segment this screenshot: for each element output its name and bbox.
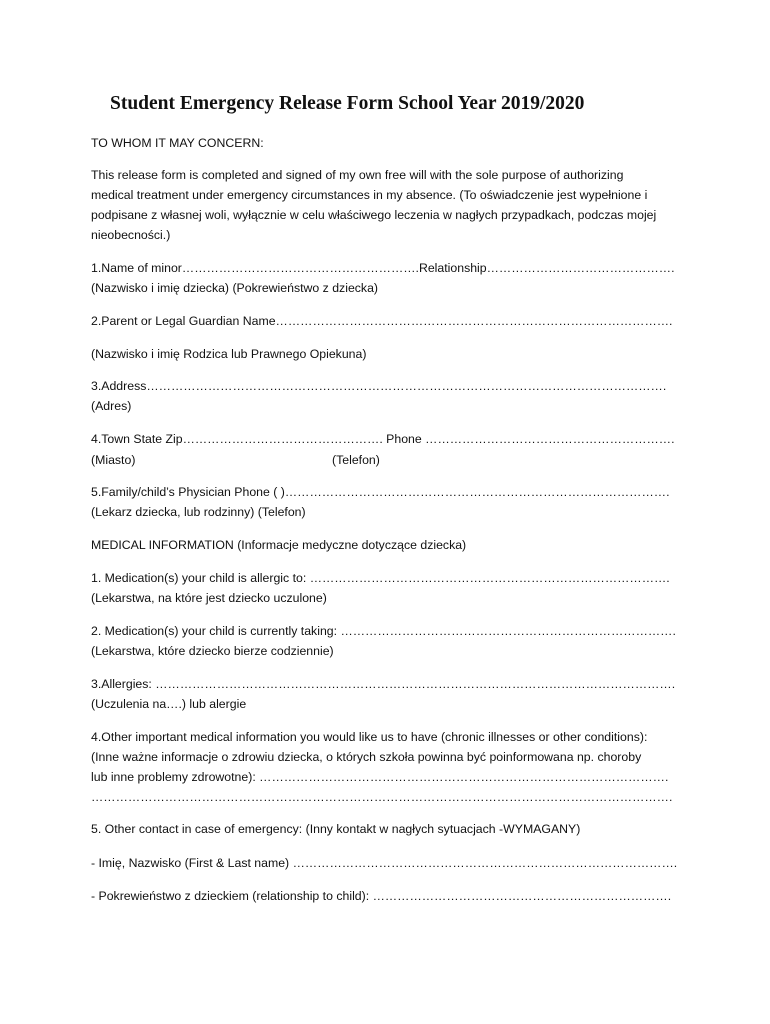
intro-line: This release form is completed and signed of my own free will with the sole purpose of authorizing <box>91 168 624 182</box>
minor-name-label-pl: (Nazwisko i imię dziecka) (Pokrewieństwo z dziecka) <box>91 281 379 295</box>
emergency-contact-heading: 5. Other contact in case of emergency: (Inny kontakt w nagłych sytuacjach -WYMAGANY) <box>91 822 581 836</box>
intro-line: nieobecności.) <box>91 228 171 242</box>
medication-allergy-label-pl: (Lekarstwa, na które jest dziecko uczulone) <box>91 591 327 605</box>
physician-label-pl: (Lekarz dziecka, lub rodzinny) (Telefon) <box>91 505 306 519</box>
address-label-pl: (Adres) <box>91 399 132 413</box>
guardian-name-label-pl: (Nazwisko i imię Rodzica lub Prawnego Opiekuna) <box>91 347 367 361</box>
medication-allergy-field[interactable]: 1. Medication(s) your child is allergic to: ……………………………………………………………………………. <box>91 571 670 585</box>
town-phone-field[interactable]: 4.Town State Zip…………………………………………. Phone ……………………………………………………. <box>91 432 675 446</box>
salutation: TO WHOM IT MAY CONCERN: <box>91 136 264 150</box>
guardian-name-field[interactable]: 2.Parent or Legal Guardian Name……………………………………………………………………………………. <box>91 314 673 328</box>
page-title: Student Emergency Release Form School Year 2019/2020 <box>110 93 585 114</box>
other-medical-info-field[interactable]: lub inne problemy zdrowotne): ………………………………………………………………………………………. <box>91 770 669 784</box>
other-medical-info-label-pl: (Inne ważne informacje o zdrowiu dziecka, o których szkoła powinna być poinformowana np. choroby <box>91 750 642 764</box>
phone-label-pl: (Telefon) <box>332 453 380 467</box>
allergies-label-pl: (Uczulenia na….) lub alergie <box>91 697 247 711</box>
address-field[interactable]: 3.Address………………………………………………………………………………………………………………. <box>91 379 667 393</box>
medical-info-heading: MEDICAL INFORMATION (Informacje medyczne dotyczące dziecka) <box>91 538 467 552</box>
town-label-pl: (Miasto) <box>91 453 136 467</box>
intro-line: medical treatment under emergency circumstances in my absence. (To oświadczenie jest wypełnione i <box>91 188 648 202</box>
contact-relationship-field[interactable]: - Pokrewieństwo z dzieckiem (relationship to child): ………………………………………………………………. <box>91 889 672 903</box>
allergies-field[interactable]: 3.Allergies: ………………………………………………………………………………………………………………. <box>91 677 676 691</box>
other-medical-info-field-continued[interactable]: ……………………………………………………………………………………………………………………………. <box>91 790 673 804</box>
current-medication-label-pl: (Lekarstwa, które dziecko bierze codziennie) <box>91 644 334 658</box>
minor-name-field[interactable]: 1.Name of minor………………………………………………….Relationship………………………………………. <box>91 261 675 275</box>
intro-line: podpisane z własnej woli, wyłącznie w celu właściwego leczenia w nagłych przypadkach, podczas mojej <box>91 208 657 222</box>
current-medication-field[interactable]: 2. Medication(s) your child is currently taking: ………………………………………………………………………. <box>91 624 676 638</box>
physician-phone-field[interactable]: 5.Family/child’s Physician Phone ( )…………………………………………………………………………………. <box>91 485 670 499</box>
contact-name-field[interactable]: - Imię, Nazwisko (First & Last name) …………………………………………………………………………………. <box>91 856 678 870</box>
other-medical-info-label: 4.Other important medical information you would like us to have (chronic illnesses or other conditions): <box>91 730 648 744</box>
